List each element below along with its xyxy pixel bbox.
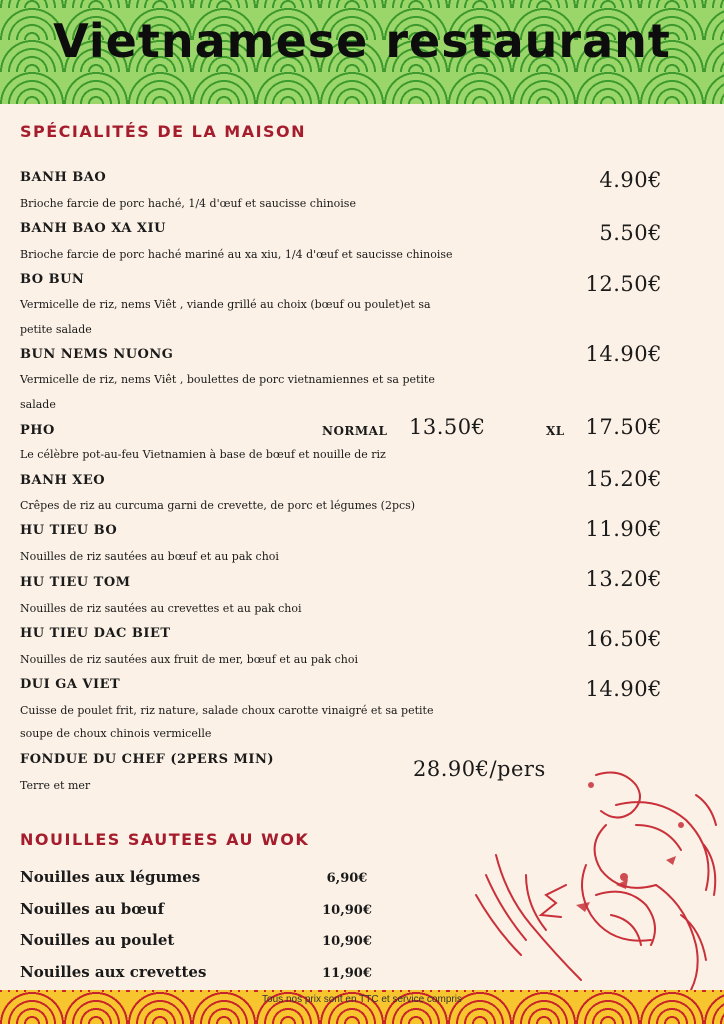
wok-item-name: Nouilles au bœuf: [20, 900, 165, 918]
item-description: Nouilles de riz sautées au bœuf et au pak choi: [20, 550, 279, 563]
item-name: DUI GA VIET: [20, 677, 121, 692]
item-description: Crêpes de riz au curcuma garni de crevette, de porc et légumes (2pcs): [20, 499, 416, 512]
pho-normal-price: 13.50€: [409, 415, 486, 439]
item-name: PHO: [20, 423, 55, 438]
item-description: Terre et mer: [20, 779, 91, 792]
wok-item-name: Nouilles aux crevettes: [20, 963, 207, 981]
section-title-specialites: SPÉCIALITÉS DE LA MAISON: [20, 122, 307, 141]
item-name: BANH BAO XA XIU: [20, 221, 166, 236]
restaurant-title: Vietnamese restaurant: [53, 14, 671, 68]
item-name: BUN NEMS NUONG: [20, 347, 174, 362]
item-description: Nouilles de riz sautées au crevettes et au pak choi: [20, 602, 302, 615]
item-description-line-2: petite salade: [20, 323, 92, 336]
dragon-illustration-icon: [466, 765, 724, 990]
item-price: 14.90€: [585, 342, 662, 366]
item-description: Brioche farcie de porc haché, 1/4 d'œuf et saucisse chinoise: [20, 197, 356, 210]
item-price: 12.50€: [585, 272, 662, 296]
wok-item-price: 6,90€: [326, 871, 368, 886]
item-description-line-2: soupe de choux chinois vermicelle: [20, 727, 212, 740]
wok-item-name: Nouilles aux légumes: [20, 868, 201, 886]
item-name: BANH BAO: [20, 170, 107, 185]
item-description-line-1: Cuisse de poulet frit, riz nature, salade choux carotte vinaigré et sa petite: [20, 704, 434, 717]
item-price: 28.90€/pers: [413, 757, 546, 781]
item-name: HU TIEU BO: [20, 523, 118, 538]
item-price: 15.20€: [585, 467, 662, 491]
footer-note: Tous nos prix sont en TTC et service compris: [262, 994, 462, 1005]
pho-xl-price: 17.50€: [585, 415, 662, 439]
item-description: Brioche farcie de porc haché mariné au xa xiu, 1/4 d'œuf et saucisse chinoise: [20, 248, 453, 261]
item-description: Nouilles de riz sautées aux fruit de mer, bœuf et au pak choi: [20, 653, 359, 666]
item-description-line-1: Vermicelle de riz, nems Viêt , boulettes de porc vietnamiennes et sa petite: [20, 373, 435, 386]
wok-item-name: Nouilles au poulet: [20, 931, 175, 949]
pho-normal-label: NORMAL: [322, 424, 388, 438]
item-name: BANH XEO: [20, 473, 106, 488]
wok-item-price: 10,90€: [322, 934, 372, 949]
item-description-line-2: salade: [20, 398, 56, 411]
pho-xl-label: XL: [546, 424, 565, 438]
item-description: Le célèbre pot-au-feu Vietnamien à base de bœuf et nouille de riz: [20, 448, 386, 461]
item-name: HU TIEU DAC BIET: [20, 626, 171, 641]
item-price: 16.50€: [585, 627, 662, 651]
item-name: BO BUN: [20, 272, 85, 287]
item-price: 14.90€: [585, 677, 662, 701]
item-price: 11.90€: [585, 517, 662, 541]
item-price: 5.50€: [599, 221, 662, 245]
item-description-line-1: Vermicelle de riz, nems Viêt , viande grillé au choix (bœuf ou poulet)et sa: [20, 298, 431, 311]
wok-item-price: 10,90€: [322, 903, 372, 918]
item-price: 13.20€: [585, 567, 662, 591]
item-price: 4.90€: [599, 168, 662, 192]
section-title-wok: NOUILLES SAUTEES AU WOK: [20, 830, 310, 849]
item-name: FONDUE DU CHEF (2PERS MIN): [20, 752, 275, 767]
wok-item-price: 11,90€: [322, 966, 372, 981]
item-name: HU TIEU TOM: [20, 575, 131, 590]
